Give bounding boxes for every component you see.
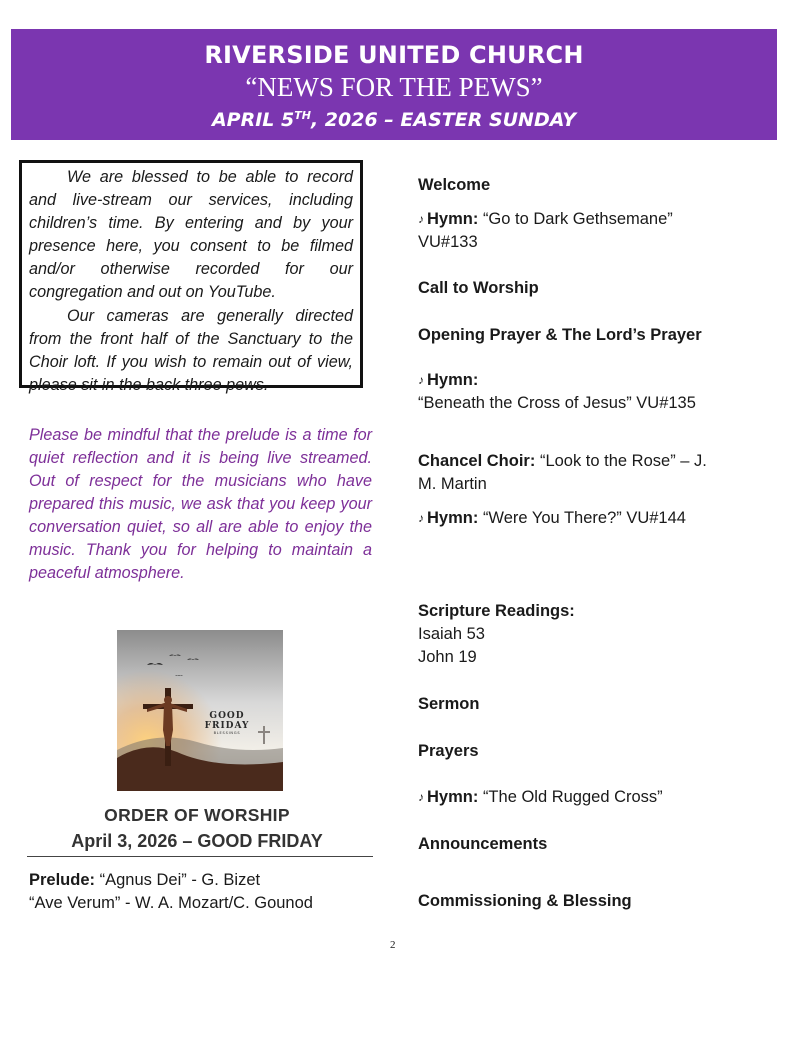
recording-notice-p2: Our cameras are generally directed from the front half of the Sanctuary to the Choir loft. If you wish to remain out of view, please sit in the back three pews.: [29, 306, 353, 394]
prelude-line-1: [29, 869, 313, 892]
newsletter-header: [11, 29, 777, 140]
sermon-item: [418, 693, 758, 716]
hymn-3-title: “Were You There?” VU#144: [482, 509, 686, 527]
issue-date-prefix: APRIL 5: [211, 109, 295, 131]
chancel-choir-title: “Look to the Rose” – J.: [539, 452, 707, 470]
call-to-worship-label: Call to Worship: [418, 279, 539, 297]
announcements-label: Announcements: [418, 835, 548, 853]
prelude-block: [29, 869, 313, 915]
prayers-label: Prayers: [418, 742, 479, 760]
music-note-icon: ♪: [418, 511, 424, 525]
image-caption-line2: FRIDAY: [204, 721, 250, 731]
image-caption-line1: GOOD: [209, 711, 245, 721]
hymn-3-label: Hymn:: [427, 509, 479, 527]
hymn-1-label: Hymn:: [427, 210, 479, 228]
recording-notice-p1: We are blessed to be able to record and live-stream our services, including children’s time. By entering and by your presence here, you consent to be filmed and/or otherwise recorded for our congregation and out on YouTube.: [29, 168, 353, 302]
prelude-label: Prelude:: [29, 871, 96, 889]
hymn-item-2: [418, 369, 758, 415]
welcome-label: Welcome: [418, 176, 491, 194]
hymn-1-title: “Go to Dark Gethsemane”: [482, 210, 673, 228]
hymn-2-title: “Beneath the Cross of Jesus” VU#135: [418, 394, 696, 412]
newsletter-title: “NEWS FOR THE PEWS”: [245, 72, 543, 102]
hymn-1-number: VU#133: [418, 233, 478, 251]
recording-notice-box: [19, 160, 363, 394]
good-friday-image: [117, 630, 283, 791]
chancel-choir-item: [418, 450, 758, 496]
church-name: RIVERSIDE UNITED CHURCH: [204, 41, 584, 69]
hymn-4-label: Hymn:: [427, 788, 479, 806]
call-to-worship-item: [418, 277, 758, 300]
issue-date: [11, 109, 777, 131]
hymn-2-label: Hymn:: [427, 371, 479, 389]
prayers-item: [418, 740, 758, 763]
hymn-item-3: [418, 507, 758, 530]
image-caption-line3: BLESSINGS: [213, 731, 241, 735]
announcements-item: [418, 833, 758, 856]
scripture-reading-2: John 19: [418, 648, 477, 666]
opening-prayer-item: [418, 324, 758, 347]
commissioning-item: [418, 890, 758, 913]
hymn-item-1: [418, 208, 758, 254]
music-note-icon: ♪: [418, 212, 424, 226]
hymn-item-4: [418, 786, 758, 809]
order-of-worship-date: April 3, 2026 – GOOD FRIDAY: [71, 831, 323, 851]
welcome-item: [418, 174, 758, 197]
scripture-item: [418, 600, 758, 669]
chancel-choir-label: Chancel Choir:: [418, 452, 536, 470]
commissioning-label: Commissioning & Blessing: [418, 892, 632, 910]
scripture-label: Scripture Readings:: [418, 602, 575, 620]
prelude-piece-1: “Agnus Dei” - G. Bizet: [99, 871, 261, 889]
order-divider: [27, 856, 373, 857]
page-number: 2: [390, 939, 396, 951]
chancel-choir-composer: M. Martin: [418, 475, 487, 493]
prelude-reminder-text: Please be mindful that the prelude is a time for quiet reflection and it is being live streamed. Out of respect for the musicians who have prepared this music, we ask that you keep your conversation quiet, so all are able to enjoy the music. Thank you for helping to maintain a peaceful atmosphere.: [29, 426, 372, 582]
issue-date-suffix: , 2026 – EASTER SUNDAY: [310, 109, 577, 131]
order-of-worship-title: ORDER OF WORSHIP: [104, 805, 290, 825]
sermon-label: Sermon: [418, 695, 480, 713]
music-note-icon: ♪: [418, 790, 424, 804]
music-note-icon: ♪: [418, 373, 424, 387]
prelude-piece-2: “Ave Verum” - W. A. Mozart/C. Gounod: [29, 894, 313, 912]
opening-prayer-label: Opening Prayer & The Lord’s Prayer: [418, 326, 702, 344]
prelude-reminder: [29, 424, 372, 585]
scripture-reading-1: Isaiah 53: [418, 625, 485, 643]
hymn-4-title: “The Old Rugged Cross”: [482, 788, 663, 806]
issue-date-sup: TH: [294, 109, 311, 122]
